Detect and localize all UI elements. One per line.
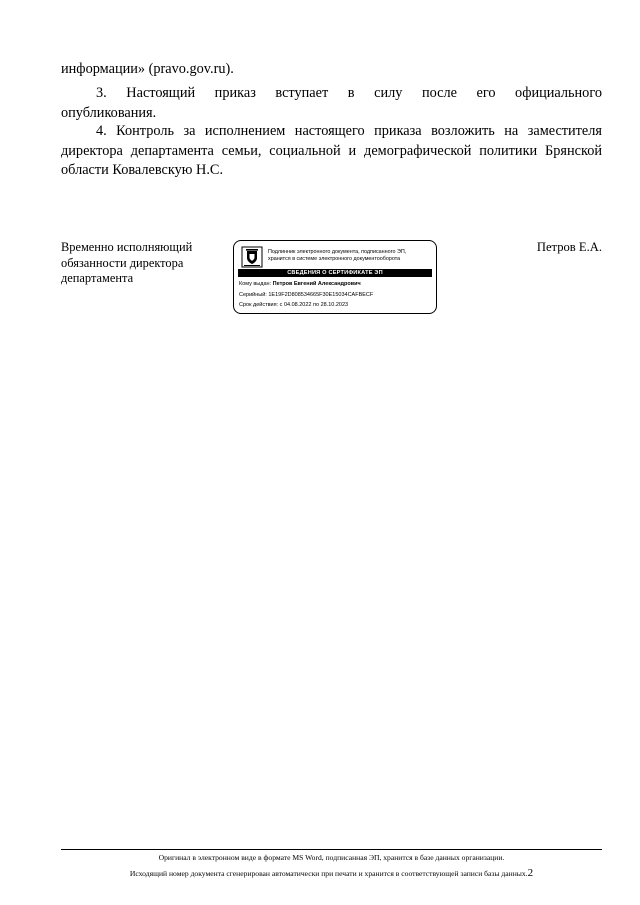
paragraph-text: информации» (pravo.gov.ru). xyxy=(61,61,234,77)
signer-position-line: департамента xyxy=(61,271,134,285)
stamp-header xyxy=(268,249,433,262)
body-paragraph-continuation xyxy=(61,60,602,80)
stamp-certificate-title: СВЕДЕНИЯ О СЕРТИФИКАТЕ ЭП xyxy=(238,269,432,277)
paragraph-3-line-1: 3. Настоящий приказ вступает в силу после его официального xyxy=(96,85,602,101)
stamp-serial-value: 1E19F2D808534665F30E15034CAFBECF xyxy=(268,292,374,298)
stamp-header-line: хранится в системе электронного документооборота xyxy=(268,255,401,262)
paragraph-4-text: 4. Контроль за исполнением настоящего приказа возложить на заместителя директора департамента семьи, социальной и демографической политики Брянской области Ковалевскую Н.С. xyxy=(61,123,602,178)
stamp-header-line: Подлинник электронного документа, подписанного ЭП, xyxy=(268,249,407,255)
stamp-serial-label: Серийный: xyxy=(239,292,267,298)
stamp-owner-value: Петров Евгений Александрович xyxy=(272,281,361,287)
stamp-owner-row xyxy=(239,281,361,287)
footer-note-original: Оригинал в электронном виде в формате MS Word, подписанная ЭП, хранится в базе данных организации. xyxy=(158,853,505,862)
page-number: 2 xyxy=(527,867,534,879)
coat-of-arms-icon xyxy=(241,246,263,268)
signer-position-line: обязанности директора xyxy=(61,255,184,270)
footer-note-text: Исходящий номер документа сгенерирован автоматически при печати и хранится в соответствующей записи базы данных. xyxy=(129,869,528,878)
stamp-owner-label: Кому выдан: xyxy=(239,281,272,287)
stamp-validity-row xyxy=(239,302,348,308)
footer-note-number xyxy=(61,867,602,879)
body-paragraph-3 xyxy=(61,84,602,123)
electronic-signature-stamp xyxy=(233,240,437,314)
signer-position-line: Временно исполняющий xyxy=(61,240,193,254)
stamp-serial-row xyxy=(239,292,373,298)
stamp-validity-label: Срок действия: xyxy=(239,302,279,308)
signer-name: Петров Е.А. xyxy=(536,240,602,254)
body-paragraph-4 xyxy=(61,122,602,181)
paragraph-3-line-2: опубликования. xyxy=(61,104,157,121)
footer-divider xyxy=(61,849,602,850)
signer-position xyxy=(61,240,231,287)
stamp-validity-value: с 04.08.2022 по 28.10.2023 xyxy=(279,302,349,308)
